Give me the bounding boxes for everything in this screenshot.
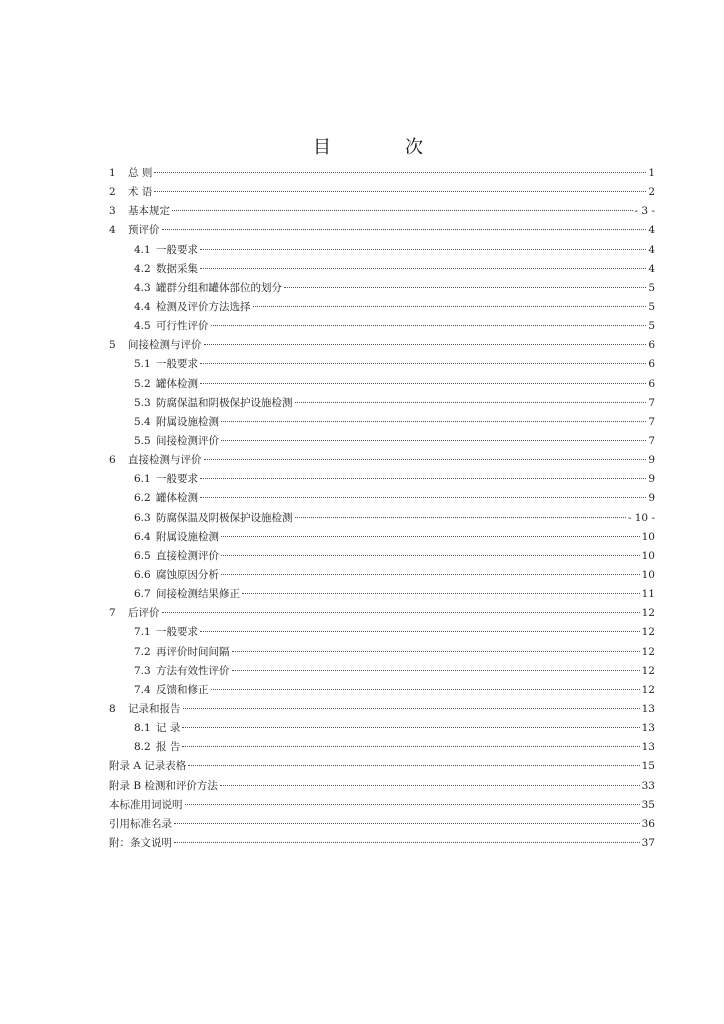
toc-entry-label: 一般要求 (156, 626, 198, 639)
toc-dot-leader (211, 689, 640, 690)
toc-entry[interactable] (109, 336, 655, 355)
toc-entry-label: 罐群分组和罐体部位的划分 (156, 281, 282, 294)
toc-entry[interactable] (109, 547, 655, 566)
toc-entry[interactable] (109, 566, 655, 585)
toc-entry-number: 4.4 (134, 300, 151, 313)
toc-entry-page-number: 4 (648, 224, 655, 237)
toc-entry-page-number: 2 (648, 186, 655, 199)
toc-entry[interactable] (109, 585, 655, 604)
toc-entry-label: 报 告 (156, 741, 181, 754)
toc-entry-number: 4 (109, 224, 116, 237)
toc-entry[interactable] (109, 662, 655, 681)
toc-entry-page-number: 7 (648, 434, 655, 447)
toc-entry-number: 4.5 (134, 320, 151, 333)
toc-entry-number: 8.2 (134, 741, 151, 754)
toc-entry-label: 附属设施检测 (156, 415, 219, 428)
toc-entry-page-number: 13 (641, 702, 655, 715)
toc-entry[interactable] (109, 489, 655, 508)
toc-dot-leader (204, 344, 647, 345)
toc-dot-leader (221, 440, 646, 441)
toc-entry-page-number: 10 (641, 530, 655, 543)
toc-entry-number: 5.4 (134, 415, 151, 428)
toc-entry-number: 7.2 (134, 645, 151, 658)
toc-entry[interactable] (109, 375, 655, 394)
toc-entry-page-number: 6 (648, 358, 655, 371)
toc-entry-label: 检测及评价方法选择 (156, 300, 251, 313)
toc-entry-page-number: 6 (648, 339, 655, 352)
toc-entry-number: 5 (109, 339, 116, 352)
toc-entry-page-number: 4 (648, 262, 655, 275)
toc-entry-page-number: 5 (648, 320, 655, 333)
toc-entry[interactable] (109, 738, 655, 757)
toc-entry-number: 2 (109, 186, 116, 199)
toc-entry-page-number: 13 (641, 741, 655, 754)
table-of-contents (109, 164, 655, 853)
toc-dot-leader (284, 287, 646, 288)
toc-entry-page-number: 10 (641, 549, 655, 562)
toc-dot-leader (295, 402, 647, 403)
toc-entry-number: 8 (109, 702, 116, 715)
toc-dot-leader (200, 249, 646, 250)
toc-dot-leader (200, 631, 640, 632)
toc-entry-label: 罐体检测 (156, 377, 198, 390)
toc-entry-page-number: 36 (641, 817, 655, 830)
toc-entry-number: 6.5 (134, 549, 151, 562)
toc-entry-number: 7.4 (134, 683, 151, 696)
toc-entry-label: 间接检测与评价 (128, 339, 202, 352)
toc-entry[interactable] (109, 528, 655, 547)
toc-entry-number: 1 (109, 167, 116, 179)
toc-entry-label: 防腐保温及阴极保护设施检测 (156, 511, 293, 524)
toc-entry[interactable] (109, 470, 655, 489)
toc-entry-label: 一般要求 (156, 473, 198, 486)
toc-entry-number: 6.1 (134, 473, 151, 486)
toc-dot-leader (221, 574, 640, 575)
toc-entry[interactable] (109, 681, 655, 700)
toc-entry[interactable] (109, 719, 655, 738)
toc-entry-page-number: 9 (648, 492, 655, 505)
toc-entry[interactable] (109, 355, 655, 374)
toc-entry-page-number: 15 (641, 760, 655, 773)
toc-entry-page-number: 12 (641, 607, 655, 620)
toc-entry[interactable] (109, 451, 655, 470)
toc-entry-label: 反馈和修正 (156, 683, 209, 696)
toc-entry-label: 附录 B 检测和评价方法 (109, 779, 218, 792)
toc-dot-leader (221, 555, 640, 556)
toc-dot-leader (242, 593, 640, 594)
toc-entry-page-number: 4 (648, 243, 655, 256)
toc-entry-number: 6 (109, 454, 116, 467)
toc-dot-leader (174, 842, 640, 843)
toc-entry-number: 7.3 (134, 664, 151, 677)
toc-entry-number: 5.1 (134, 358, 151, 371)
toc-entry-label: 罐体检测 (156, 492, 198, 505)
toc-dot-leader (253, 306, 647, 307)
toc-entry[interactable] (109, 815, 655, 834)
toc-entry-number: 5.5 (134, 434, 151, 447)
toc-entry-label: 引用标准名录 (109, 817, 172, 830)
toc-entry[interactable] (109, 796, 655, 815)
toc-dot-leader (182, 746, 639, 747)
toc-entry[interactable] (109, 834, 655, 853)
toc-entry-label: 附录 A 记录表格 (109, 760, 187, 773)
toc-entry-label: 方法有效性评价 (156, 664, 230, 677)
toc-entry-label: 可行性评价 (156, 320, 209, 333)
toc-entry-label: 间接检测结果修正 (156, 588, 240, 601)
toc-entry-page-number: 33 (641, 779, 655, 792)
toc-entry-label: 附：条文说明 (109, 836, 172, 849)
toc-entry-page-number: 12 (641, 626, 655, 639)
toc-entry-label: 附属设施检测 (156, 530, 219, 543)
toc-entry[interactable] (109, 700, 655, 719)
toc-entry-label: 直接检测与评价 (128, 454, 202, 467)
toc-dot-leader (200, 478, 646, 479)
toc-dot-leader (172, 210, 633, 211)
toc-dot-leader (232, 651, 640, 652)
toc-entry[interactable] (109, 183, 655, 202)
toc-entry[interactable] (109, 202, 655, 221)
toc-entry-label: 直接检测评价 (156, 549, 219, 562)
toc-entry-label: 术 语 (128, 186, 153, 199)
toc-dot-leader (220, 785, 640, 786)
toc-dot-leader (185, 804, 640, 805)
toc-entry-label: 间接检测评价 (156, 434, 219, 447)
toc-entry-label: 记录和报告 (128, 702, 181, 715)
toc-entry-page-number: 12 (641, 645, 655, 658)
toc-dot-leader (154, 172, 646, 173)
toc-entry[interactable] (109, 643, 655, 662)
toc-entry-page-number: - 10 - (627, 511, 655, 524)
toc-entry-page-number: - 3 - (634, 205, 655, 218)
toc-entry-number: 8.1 (134, 722, 151, 735)
toc-entry[interactable] (109, 241, 655, 260)
page-title: 目 次 (313, 137, 451, 158)
toc-entry[interactable] (109, 604, 655, 623)
toc-dot-leader (154, 191, 646, 192)
toc-entry-label: 一般要求 (156, 358, 198, 371)
toc-dot-leader (211, 325, 647, 326)
toc-entry[interactable] (109, 623, 655, 642)
toc-entry-label: 总 则 (128, 167, 153, 179)
toc-dot-leader (200, 268, 646, 269)
toc-entry-label: 预评价 (128, 224, 160, 237)
toc-entry[interactable] (109, 260, 655, 279)
toc-dot-leader (200, 363, 646, 364)
toc-entry-page-number: 5 (648, 300, 655, 313)
toc-entry-number: 4.2 (134, 262, 151, 275)
toc-entry[interactable] (109, 221, 655, 240)
toc-entry-number: 5.2 (134, 377, 151, 390)
toc-entry-page-number: 10 (641, 568, 655, 581)
toc-dot-leader (162, 229, 647, 230)
toc-entry[interactable] (109, 298, 655, 317)
toc-entry-number: 6.3 (134, 511, 151, 524)
toc-entry-number: 6.2 (134, 492, 151, 505)
toc-entry-page-number: 35 (641, 798, 655, 811)
toc-entry-label: 腐蚀原因分析 (156, 568, 219, 581)
toc-entry[interactable] (109, 757, 655, 776)
toc-dot-leader (295, 517, 626, 518)
toc-entry-page-number: 7 (648, 415, 655, 428)
toc-dot-leader (162, 612, 640, 613)
toc-dot-leader (188, 765, 639, 766)
toc-dot-leader (232, 670, 640, 671)
toc-entry-number: 6.6 (134, 568, 151, 581)
toc-entry-label: 一般要求 (156, 243, 198, 256)
toc-entry-page-number: 12 (641, 664, 655, 677)
toc-entry-label: 记 录 (156, 722, 181, 735)
toc-entry-label: 本标准用词说明 (109, 798, 183, 811)
toc-entry-page-number: 37 (641, 836, 655, 849)
toc-entry[interactable] (109, 394, 655, 413)
toc-entry[interactable] (109, 279, 655, 298)
toc-dot-leader (221, 536, 640, 537)
toc-dot-leader (183, 708, 640, 709)
toc-dot-leader (204, 459, 647, 460)
toc-dot-leader (221, 421, 646, 422)
toc-entry-number: 3 (109, 205, 116, 218)
toc-entry-number: 7 (109, 607, 116, 620)
toc-entry-page-number: 11 (641, 588, 655, 601)
toc-entry-page-number: 12 (641, 683, 655, 696)
toc-entry[interactable] (109, 432, 655, 451)
toc-entry-label: 再评价时间间隔 (156, 645, 230, 658)
toc-entry-label: 防腐保温和阴极保护设施检测 (156, 396, 293, 409)
toc-entry[interactable] (109, 509, 655, 528)
toc-entry[interactable] (109, 777, 655, 796)
toc-dot-leader (182, 727, 639, 728)
toc-entry-page-number: 9 (648, 473, 655, 486)
toc-dot-leader (174, 823, 640, 824)
toc-entry-number: 5.3 (134, 396, 151, 409)
toc-entry-page-number: 7 (648, 396, 655, 409)
toc-entry-number: 7.1 (134, 626, 151, 639)
toc-entry-label: 后评价 (128, 607, 160, 620)
toc-entry-page-number: 9 (648, 454, 655, 467)
toc-entry-page-number: 1 (648, 167, 655, 179)
toc-dot-leader (200, 497, 646, 498)
toc-entry[interactable] (109, 317, 655, 336)
toc-entry-label: 基本规定 (128, 205, 170, 218)
toc-entry[interactable] (109, 164, 655, 183)
toc-entry-page-number: 13 (641, 722, 655, 735)
toc-entry-label: 数据采集 (156, 262, 198, 275)
toc-entry-page-number: 6 (648, 377, 655, 390)
toc-entry-number: 6.4 (134, 530, 151, 543)
toc-dot-leader (200, 383, 646, 384)
toc-entry[interactable] (109, 413, 655, 432)
toc-entry-number: 4.3 (134, 281, 151, 294)
toc-entry-number: 4.1 (134, 243, 151, 256)
toc-entry-page-number: 5 (648, 281, 655, 294)
toc-entry-number: 6.7 (134, 588, 151, 601)
